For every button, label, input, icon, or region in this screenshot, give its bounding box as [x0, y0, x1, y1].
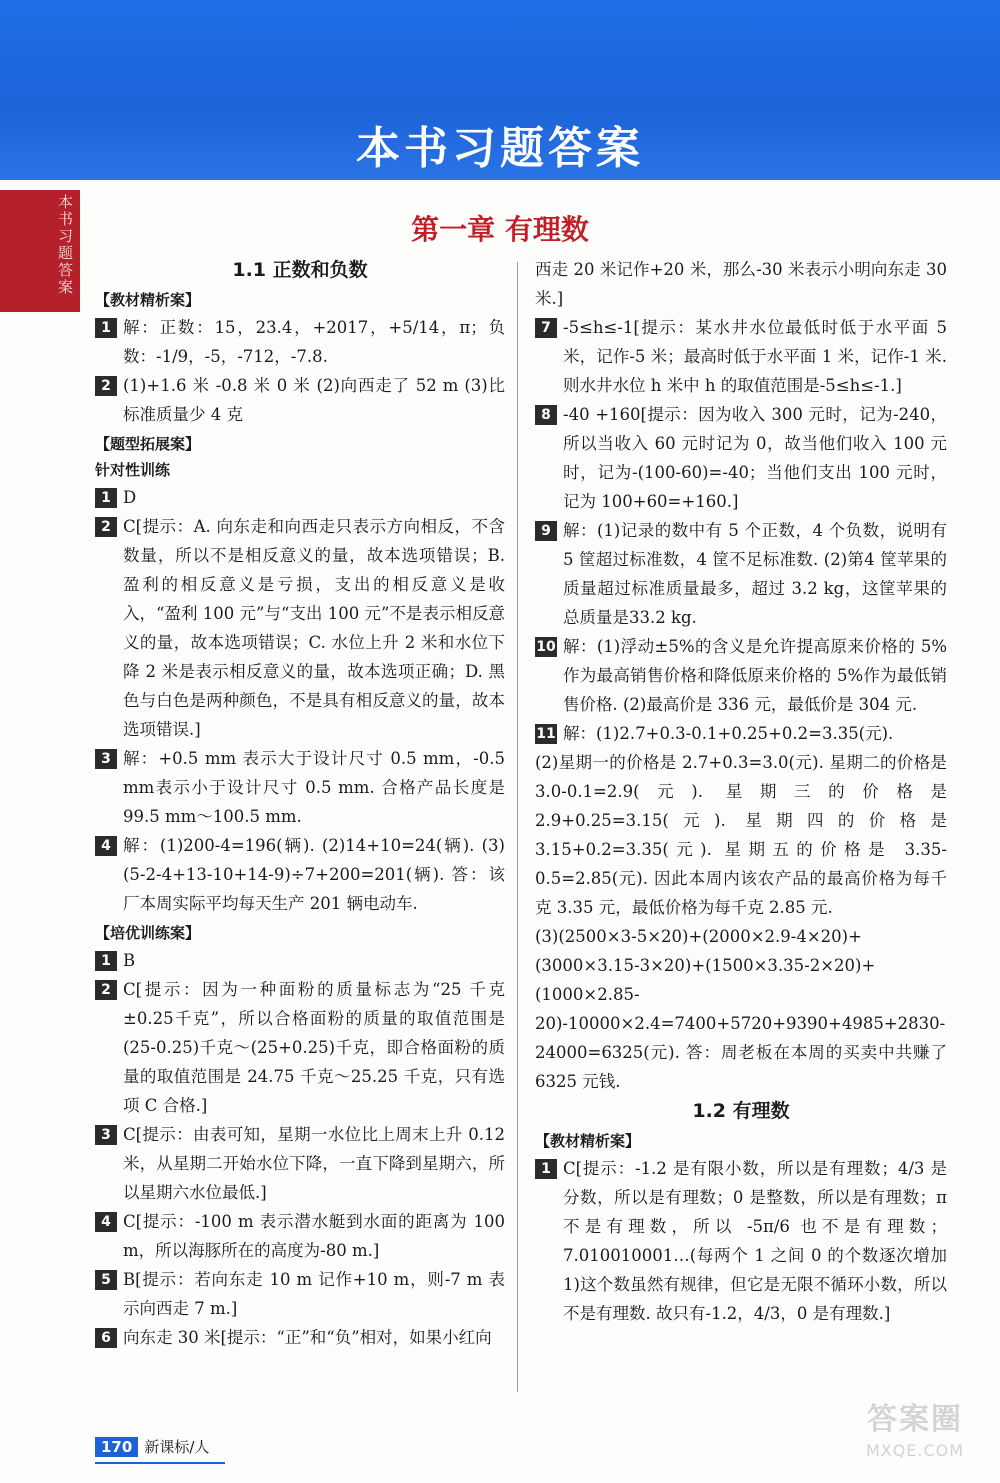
page-number: 170 — [95, 1437, 138, 1457]
answer-item — [95, 371, 505, 429]
answer-item — [95, 975, 505, 1120]
item-text: 解：(1)2.7+0.3-0.1+0.25+0.2=3.35(元). — [563, 724, 894, 743]
footer-rule — [95, 1462, 225, 1464]
answer-item — [535, 719, 947, 748]
item-text: B[提示：若向东走 10 m 记作+10 m，则-7 m 表示向西走 7 m.] — [123, 1270, 505, 1318]
item-text: 向东走 30 米[提示：“正”和“负”相对，如果小红向 — [123, 1328, 492, 1347]
item-text: 解：正数：15，23.4，+2017，+5/14，π；负数：-1/9，-5，-712，-7.8. — [123, 318, 505, 366]
answer-item — [95, 744, 505, 831]
page-title: 本书习题答案 — [356, 123, 644, 174]
answer-item — [535, 1154, 947, 1328]
item-number: 2 — [95, 980, 117, 1000]
item-text: 解：+0.5 mm 表示大于设计尺寸 0.5 mm，-0.5 mm表示小于设计尺寸 0.5 mm. 合格产品长度是99.5 mm～100.5 mm. — [123, 749, 505, 826]
section-label: 【培优训练案】 — [95, 924, 201, 942]
item-number: 4 — [95, 1212, 117, 1232]
answer-item — [95, 313, 505, 371]
item-number: 3 — [95, 1125, 117, 1145]
right-column — [535, 255, 947, 1328]
watermark — [840, 1400, 990, 1480]
answer-paragraph: (3)(2500×3-5×20)+(2000×2.9-4×20)+(3000×3.15-3×20)+(1500×3.35-2×20)+(1000×2.85-20)-10000×2.4=7400+5720+9390+4985+2830-24000=6325(元). 答：周老板在本周的买卖中共赚了 6325 元钱. — [535, 927, 947, 1091]
chapter-title: 第一章 有理数 — [411, 213, 589, 246]
item-number: 6 — [95, 1328, 117, 1348]
page-footer — [95, 1436, 209, 1457]
answer-paragraph: (2)星期一的价格是 2.7+0.3=3.0(元). 星期二的价格是 3.0-0.1=2.9(元). 星期三的价格是 2.9+0.25=3.15(元). 星期四的价格是 3.15+0.2=3.35(元). 星期五的价格是 3.35-0.5=2.85(元). 因此本周内该农产品的最高价格为每千克 3.35 元，最低价格为每千克 2.85 元. — [535, 753, 947, 917]
item-text: C[提示：由表可知，星期一水位比上周末上升 0.12 米，从星期二开始水位下降，一直下降到星期六，所以星期六水位最低.] — [123, 1125, 505, 1202]
item-text: C[提示：-1.2 是有限小数，所以是有理数；4/3 是分数，所以是有理数；0 是整数，所以是有理数；π 不是有理数，所以 -5π/6 也不是有理数；7.010010001…(每两个 1 之间 0 的个数逐次增加 1)这个数虽然有规律，但它是无限不循环小数，所以不是有理数. 故只有-1.2，4/3，0 是有理数.] — [563, 1159, 947, 1323]
answer-item — [95, 831, 505, 918]
section-title: 1.2 有理数 — [692, 1100, 790, 1122]
watermark-logo-text: 答案圈 — [867, 1402, 963, 1437]
section-title: 1.1 正数和负数 — [232, 259, 368, 281]
item-text: 解：(1)浮动±5%的含义是允许提高原来价格的 5%作为最高销售价格和降低原来价格的 5%作为最低销售价格. (2)最高价是 336 元，最低价是 304 元. — [563, 637, 947, 714]
side-tab-label: 本书习题答案 — [58, 193, 74, 296]
item-number: 11 — [536, 726, 556, 742]
item-text: C[提示：因为一种面粉的质量标志为“25 千克±0.25千克”，所以合格面粉的质量的取值范围是(25-0.25)千克～(25+0.25)千克，即合格面粉的质量的取值范围是 24.75 千克～25.25 千克，只有选项 C 合格.] — [123, 980, 505, 1115]
header-banner — [0, 0, 1000, 180]
item-text: -40 +160[提示：因为收入 300 元时，记为-240，所以当收入 60 元时记为 0，故当他们收入 100 元时，记为-(100-60)=-40；当他们支出 100 元时，记为 100+60=+160.] — [563, 405, 947, 511]
answer-item — [535, 313, 947, 400]
item-number: 2 — [95, 376, 117, 396]
section-label: 【教材精析案】 — [535, 1132, 641, 1150]
item-number: 5 — [95, 1270, 117, 1290]
item-text: 解：(1)记录的数中有 5 个正数，4 个负数，说明有 5 筐超过标准数，4 筐不足标准数. (2)第4 筐苹果的质量超过标准质量最多，超过 3.2 kg，这筐苹果的总质量是33.2 kg. — [563, 521, 947, 627]
item-number: 8 — [535, 405, 557, 425]
item-number: 4 — [95, 836, 117, 856]
left-column — [95, 255, 505, 1352]
item-number: 1 — [95, 318, 117, 338]
item-number: 1 — [535, 1159, 557, 1179]
answer-item — [95, 946, 505, 975]
section-label: 【题型拓展案】 — [95, 435, 201, 453]
watermark-url: MXQE.COM — [865, 1441, 965, 1460]
answer-item — [95, 1207, 505, 1265]
item-number: 3 — [95, 749, 117, 769]
answer-item — [95, 1265, 505, 1323]
answer-item — [95, 483, 505, 512]
item-text: B — [123, 951, 136, 970]
section-subtitle: 针对性训练 — [95, 461, 171, 479]
answer-item — [535, 400, 947, 516]
section-label: 【教材精析案】 — [95, 291, 201, 309]
item-number: 1 — [95, 488, 117, 508]
item-text: (1)+1.6 米 -0.8 米 0 米 (2)向西走了 52 m (3)比标准质量少 4 克 — [123, 376, 505, 424]
column-divider — [517, 262, 518, 1392]
item-text: 解：(1)200-4=196(辆). (2)14+10=24(辆). (3)(5-2-4+13-10+14-9)÷7+200=201(辆). 答：该厂本周实际平均每天生产 201 辆电动车. — [123, 836, 505, 913]
item-number: 9 — [535, 521, 557, 541]
answer-item — [535, 516, 947, 632]
item-text: D — [123, 488, 137, 507]
item-number: 10 — [536, 639, 556, 655]
item-text: -5≤h≤-1[提示：某水井水位最低时低于水平面 5 米，记作-5 米；最高时低于水平面 1 米，记作-1 米. 则水井水位 h 米中 h 的取值范围是-5≤h≤-1.] — [563, 318, 947, 395]
item-number: 7 — [535, 318, 557, 338]
item-text: C[提示：-100 m 表示潜水艇到水面的距离为 100 m，所以海豚所在的高度为-80 m.] — [123, 1212, 505, 1260]
item-text: C[提示：A. 向东走和向西走只表示方向相反，不含数量，所以不是相反意义的量，故本选项错误；B. 盈利的相反意义是亏损，支出的相反意义是收入，“盈利 100 元”与“支出 100 元”不是表示相反意义的量，故本选项错误；C. 水位上升 2 米和水位下降 2 米是表示相反意义的量，故本选项正确；D. 黑色与白色是两种颜色，不是具有相反意义的量，故本选项错误.] — [123, 517, 505, 739]
answer-item — [95, 1120, 505, 1207]
answer-item — [95, 512, 505, 744]
item-number: 2 — [95, 517, 117, 537]
item-number: 1 — [95, 951, 117, 971]
continued-text: 西走 20 米记作+20 米，那么-30 米表示小明向东走 30 米.] — [535, 260, 947, 308]
answer-item — [95, 1323, 505, 1352]
edition-label: 新课标/人 — [144, 1438, 210, 1456]
answer-item — [535, 632, 947, 719]
